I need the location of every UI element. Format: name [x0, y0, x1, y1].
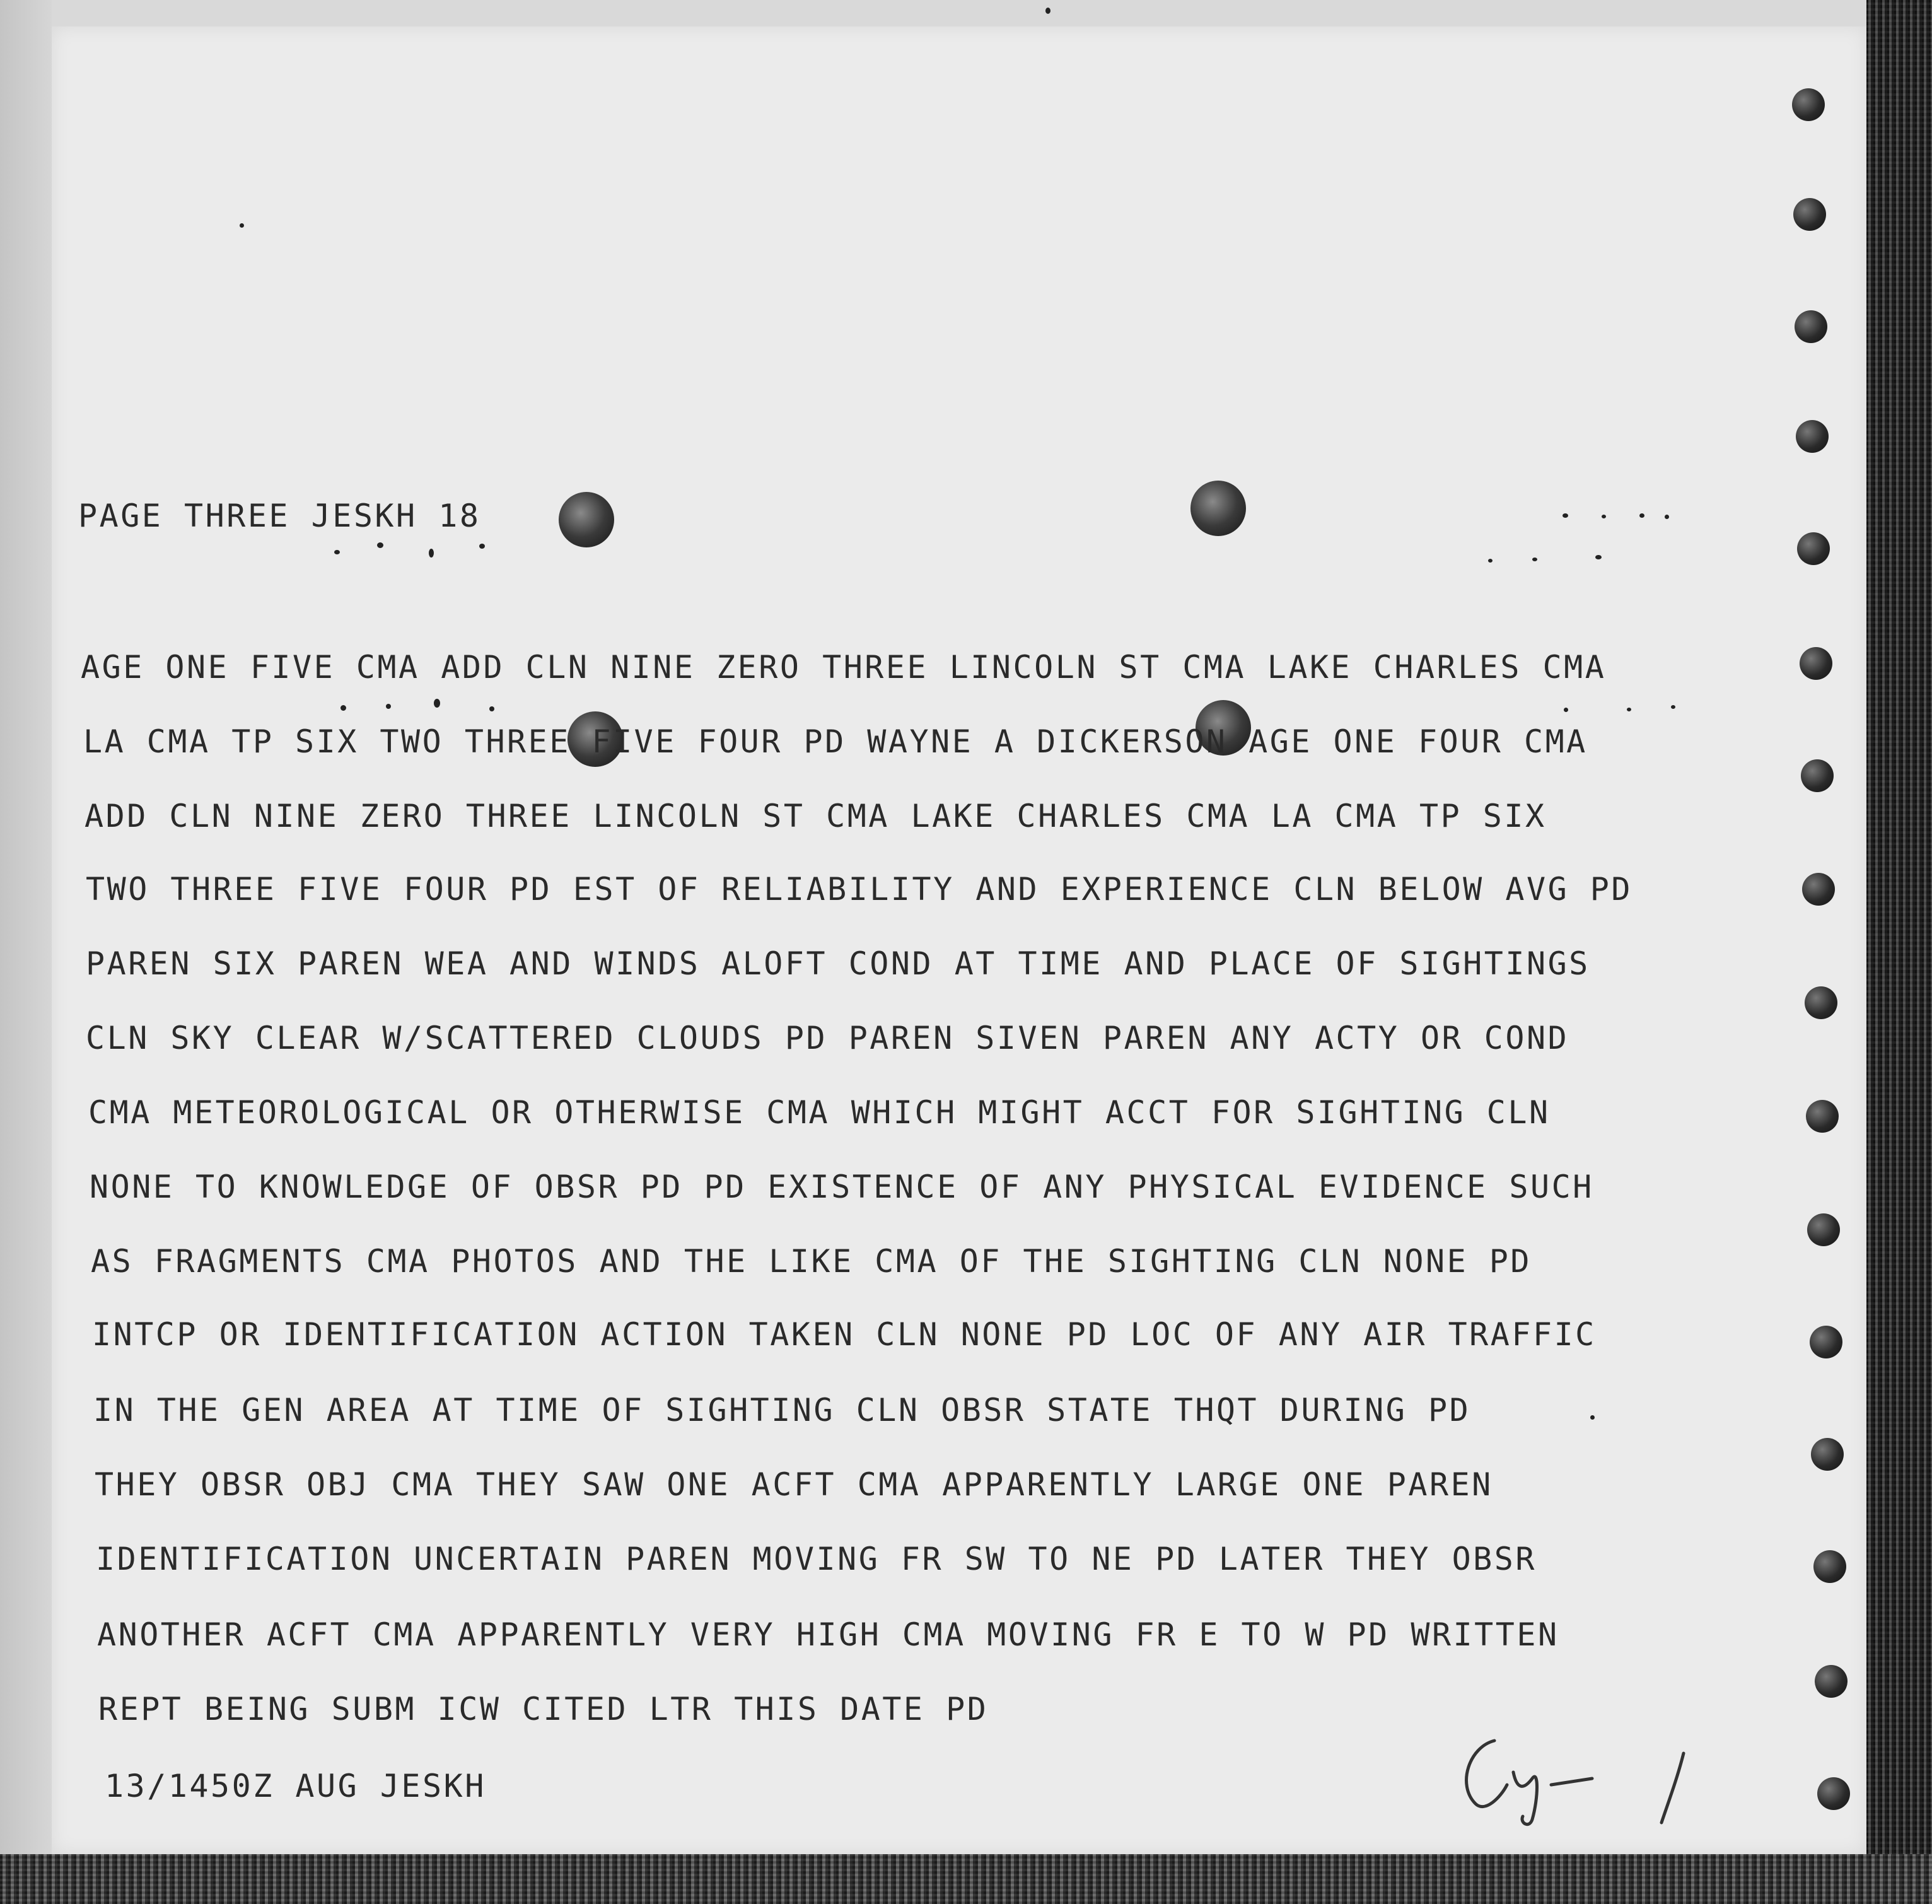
speck: [1627, 708, 1631, 711]
speck: [240, 223, 244, 228]
speck: [1590, 1415, 1595, 1420]
punch-hole: [1190, 481, 1246, 536]
speck: [1562, 513, 1568, 518]
sprocket-hole: [1817, 1777, 1850, 1810]
speck: [479, 544, 485, 549]
speck: [429, 549, 434, 558]
speck: [386, 704, 391, 709]
body-line: TWO THREE FIVE FOUR PD EST OF RELIABILITY AND EXPERIENCE CLN BELOW AVG PD: [86, 871, 1632, 908]
body-line: AGE ONE FIVE CMA ADD CLN NINE ZERO THREE LINCOLN ST CMA LAKE CHARLES CMA: [81, 649, 1607, 686]
handwritten-mark: [1444, 1728, 1709, 1829]
sprocket-hole: [1800, 647, 1832, 680]
sprocket-hole: [1807, 1213, 1840, 1246]
speck: [340, 705, 346, 711]
sprocket-hole: [1802, 873, 1835, 906]
speck: [1564, 708, 1568, 712]
body-line: CMA METEOROLOGICAL OR OTHERWISE CMA WHICH MIGHT ACCT FOR SIGHTING CLN: [88, 1094, 1551, 1131]
sprocket-hole: [1810, 1326, 1842, 1358]
page-header: PAGE THREE JESKH 18: [78, 498, 481, 534]
speck: [1045, 8, 1050, 14]
speck: [1532, 558, 1537, 561]
left-film-margin: [0, 0, 52, 1854]
sprocket-hole: [1801, 759, 1834, 792]
sprocket-hole: [1796, 420, 1829, 453]
speck: [489, 706, 494, 711]
speck: [434, 699, 440, 708]
sprocket-hole: [1813, 1550, 1846, 1583]
sprocket-hole: [1806, 1100, 1839, 1133]
body-line: NONE TO KNOWLEDGE OF OBSR PD PD EXISTENCE OF ANY PHYSICAL EVIDENCE SUCH: [90, 1169, 1594, 1205]
sprocket-hole: [1815, 1665, 1848, 1698]
sprocket-hole: [1795, 310, 1827, 343]
body-line: ADD CLN NINE ZERO THREE LINCOLN ST CMA LAKE CHARLES CMA LA CMA TP SIX: [84, 798, 1547, 834]
sprocket-hole: [1811, 1438, 1844, 1471]
body-line: IN THE GEN AREA AT TIME OF SIGHTING CLN OBSR STATE THQT DURING PD: [93, 1392, 1471, 1428]
teletype-sheet: [52, 26, 1866, 1854]
body-line: INTCP OR IDENTIFICATION ACTION TAKEN CLN NONE PD LOC OF ANY AIR TRAFFIC: [92, 1316, 1597, 1353]
sprocket-hole: [1792, 88, 1825, 121]
body-line: AS FRAGMENTS CMA PHOTOS AND THE LIKE CMA OF THE SIGHTING CLN NONE PD: [91, 1243, 1532, 1280]
body-line: LA CMA TP SIX TWO THREE FIVE FOUR PD WAYNE A DICKERSON AGE ONE FOUR CMA: [83, 723, 1588, 760]
body-line: THEY OBSR OBJ CMA THEY SAW ONE ACFT CMA APPARENTLY LARGE ONE PAREN: [95, 1466, 1493, 1503]
body-line: PAREN SIX PAREN WEA AND WINDS ALOFT COND AT TIME AND PLACE OF SIGHTINGS: [86, 945, 1590, 982]
speck: [1488, 559, 1493, 563]
speck: [377, 542, 383, 548]
punch-hole: [559, 492, 614, 547]
sprocket-hole: [1797, 532, 1830, 565]
sprocket-hole: [1793, 198, 1826, 231]
body-line: IDENTIFICATION UNCERTAIN PAREN MOVING FR SW TO NE PD LATER THEY OBSR: [96, 1541, 1537, 1577]
bottom-film-edge: [0, 1854, 1932, 1904]
sprocket-hole: [1805, 986, 1837, 1019]
right-film-edge: [1866, 0, 1932, 1904]
speck: [1639, 513, 1644, 518]
body-line: CLN SKY CLEAR W/SCATTERED CLOUDS PD PAREN SIVEN PAREN ANY ACTY OR COND: [86, 1020, 1569, 1056]
speck: [1665, 515, 1669, 519]
speck: [1602, 515, 1606, 518]
speck: [1671, 705, 1675, 709]
body-line: REPT BEING SUBM ICW CITED LTR THIS DATE PD: [98, 1691, 989, 1727]
body-line: ANOTHER ACFT CMA APPARENTLY VERY HIGH CMA MOVING FR E TO W PD WRITTEN: [97, 1616, 1559, 1653]
speck: [1595, 555, 1602, 559]
speck: [334, 550, 340, 554]
footer-timestamp: 13/1450Z AUG JESKH: [105, 1768, 486, 1804]
